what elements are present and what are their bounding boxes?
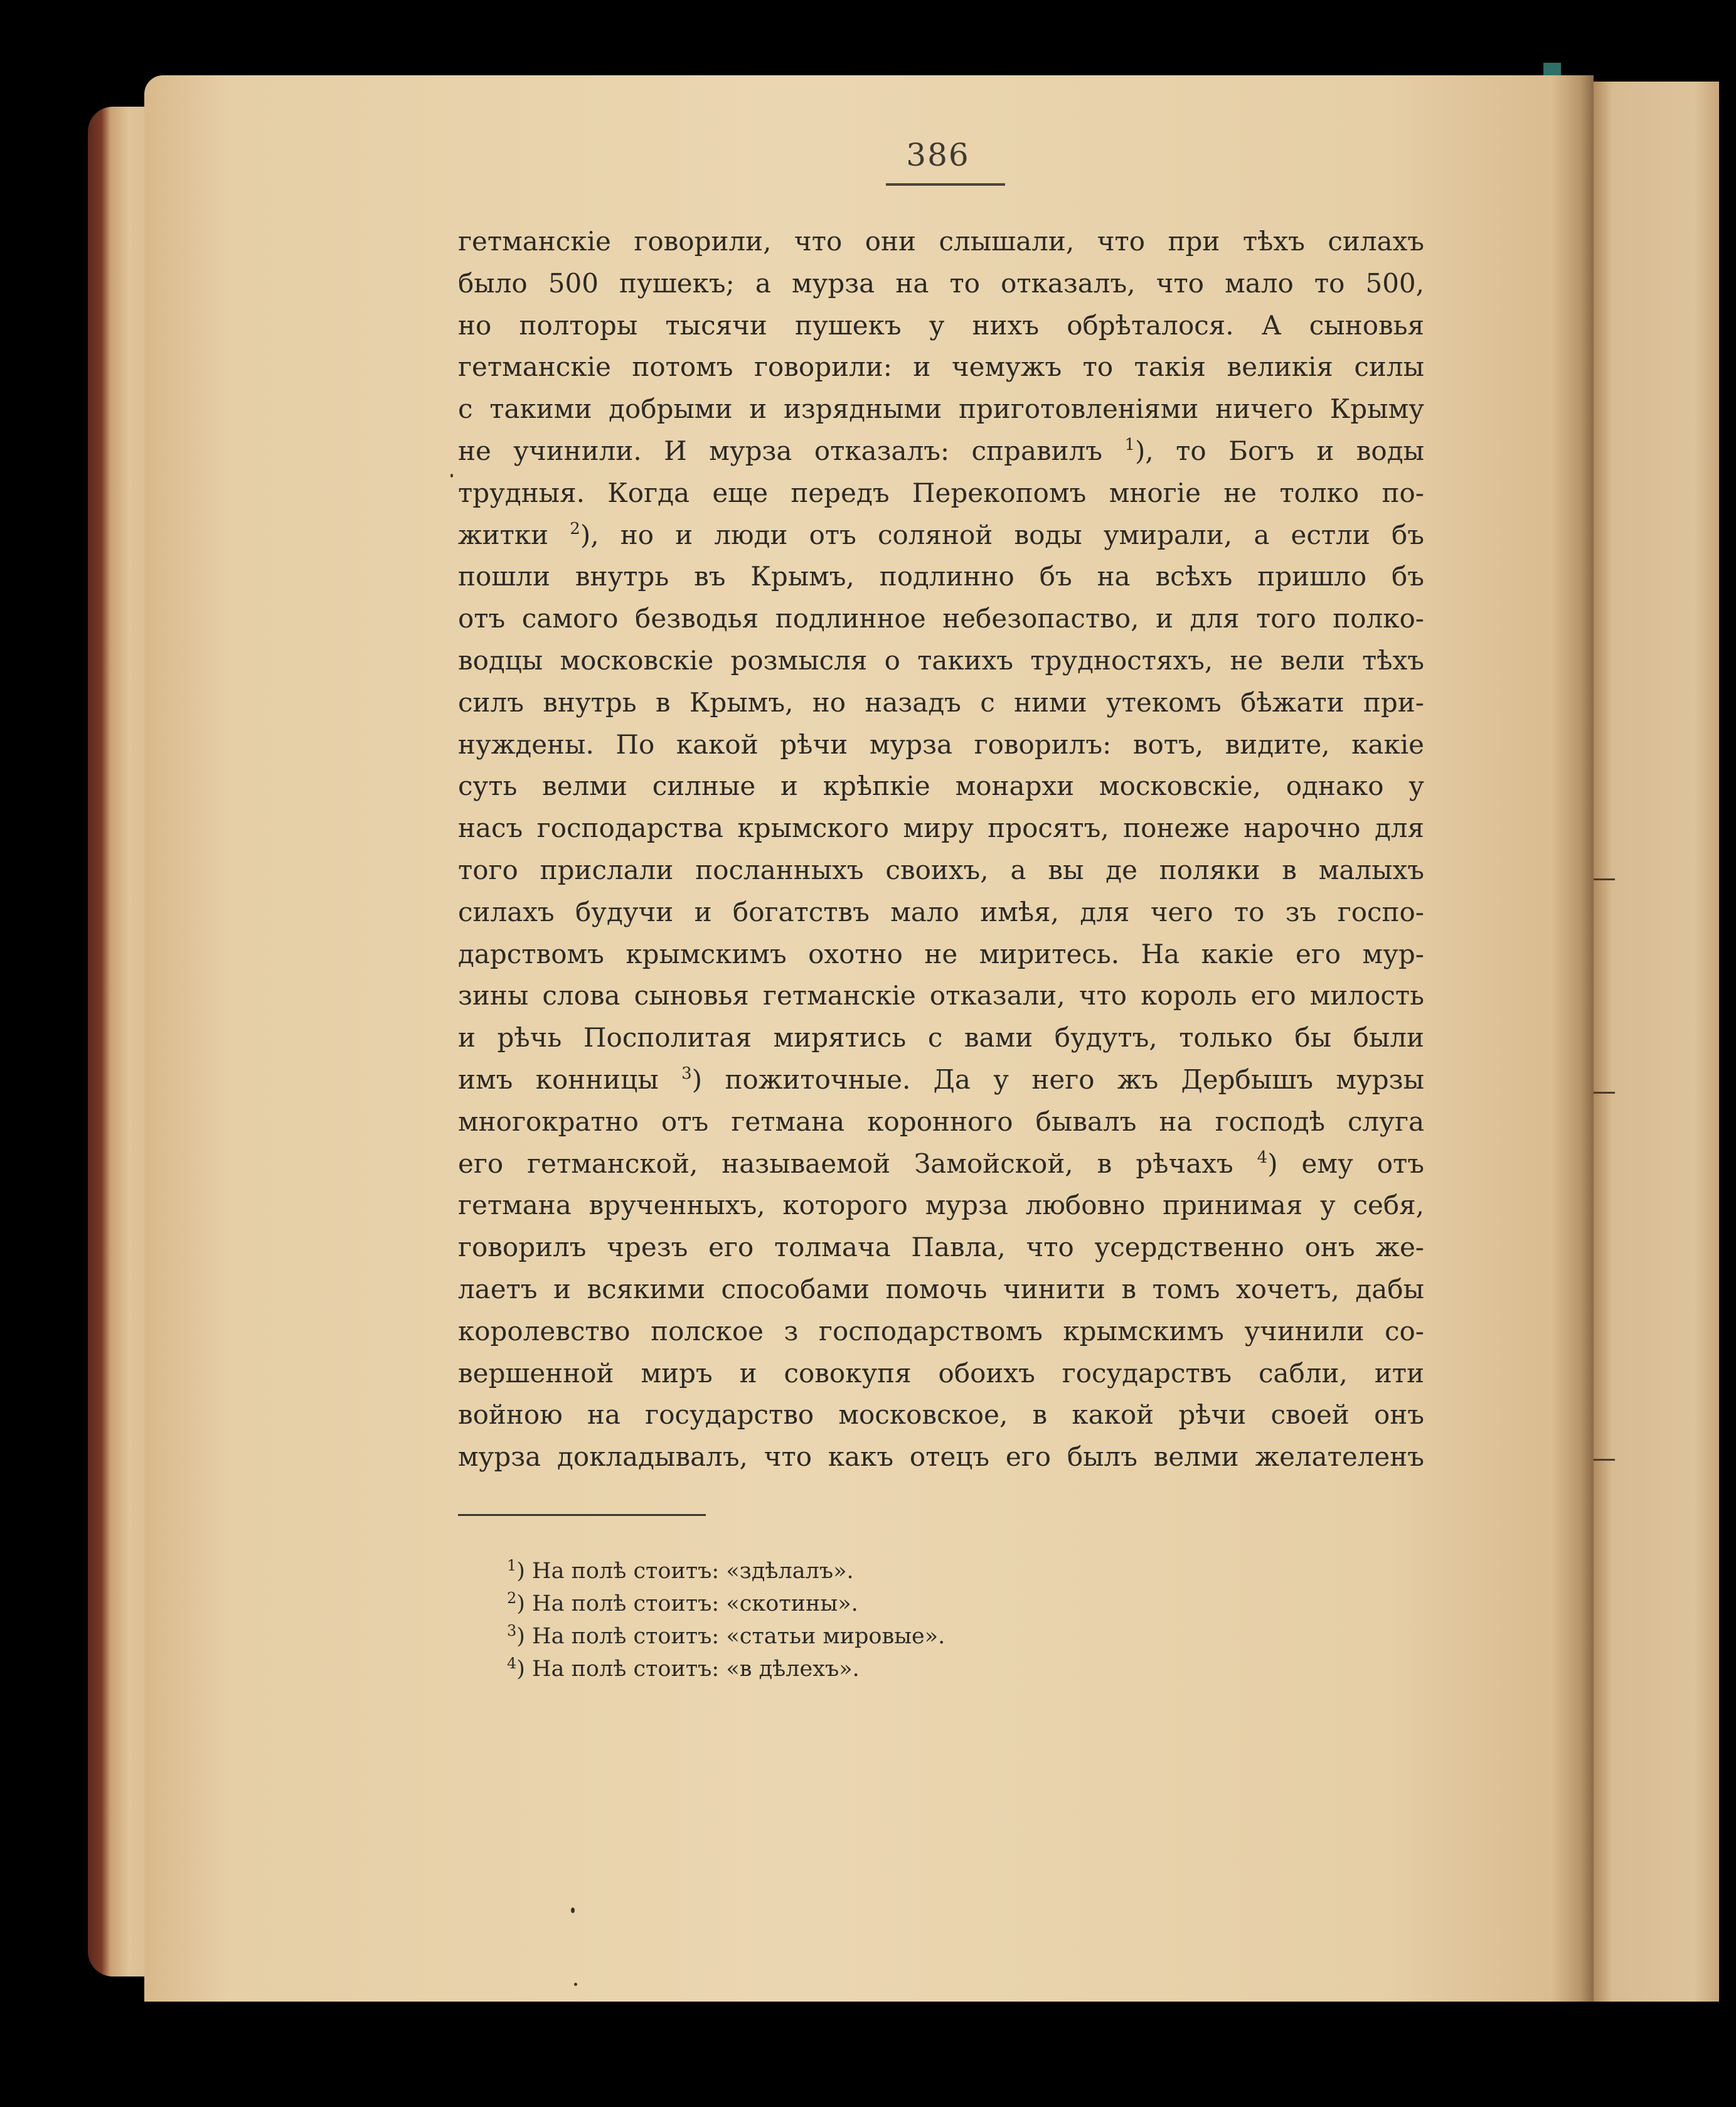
text-line-content: лаетъ и всякими способами помочь чинити в томъ хочетъ, дабы — [458, 1273, 1424, 1304]
footnote-reference: 2 — [570, 519, 580, 538]
text-line — [458, 1227, 1424, 1269]
text-line-continuation: ), то Богъ и воды — [1135, 435, 1424, 466]
text-line-content: того прислали посланныхъ своихъ, а вы де поляки в малыхъ — [458, 854, 1424, 885]
text-line — [458, 263, 1424, 305]
text-line — [458, 892, 1424, 934]
footnote-text: ) На полѣ стоитъ: «в дѣлехъ». — [516, 1656, 860, 1682]
footnote-number: 4 — [507, 1655, 517, 1672]
text-line-content: отъ самого безводья подлинное небезопаство, и для того полко- — [458, 603, 1424, 634]
text-line-content: но полторы тысячи пушекъ у нихъ обрѣталося. А сыновья — [458, 309, 1424, 341]
page-number: 386 — [906, 137, 970, 173]
page-mark — [1594, 1092, 1615, 1094]
footnote-rule — [458, 1514, 706, 1516]
page-gutter — [1550, 75, 1594, 2002]
text-line — [458, 1311, 1424, 1353]
body-text — [458, 221, 1424, 1478]
footnote — [507, 1587, 1134, 1620]
text-line — [458, 556, 1424, 598]
text-line-content: гетманскіе потомъ говорили: и чемужъ то такія великія силы — [458, 351, 1424, 383]
text-line-content: с такими добрыми и изрядными приготовленіями ничего Крыму — [458, 393, 1424, 425]
text-line-content: дарствомъ крымскимъ охотно не миритесь. На какіе его мур- — [458, 938, 1424, 969]
text-line — [458, 1269, 1424, 1311]
text-line-continuation: ) пожиточные. Да у него жъ Дербышъ мурзы — [691, 1064, 1424, 1095]
paper-speck — [574, 1983, 577, 1986]
text-line-content: суть велми силные и крѣпкіе монархи московскіе, однако у — [458, 771, 1424, 802]
text-line-content: многократно отъ гетмана коронного бывалъ на господѣ слуга — [458, 1106, 1424, 1137]
footnote-reference: 4 — [1257, 1148, 1268, 1167]
text-line — [458, 598, 1424, 640]
footnotes — [507, 1555, 1134, 1685]
footnote-text: ) На полѣ стоитъ: «статьи мировые». — [516, 1624, 945, 1649]
footnote-number: 1 — [507, 1557, 517, 1574]
footnote — [507, 1620, 1134, 1653]
text-line-content: водцы московскіе розмысля о такихъ трудностяхъ, не вели тѣхъ — [458, 644, 1424, 676]
text-line — [458, 1059, 1424, 1101]
text-line — [458, 1143, 1424, 1185]
text-line — [458, 1436, 1424, 1478]
footnote-number: 2 — [507, 1589, 517, 1607]
page-mark — [1594, 878, 1615, 880]
text-line — [458, 682, 1424, 724]
text-line-content: силахъ будучи и богатствъ мало имѣя, для чего то зъ госпо- — [458, 896, 1424, 927]
text-line-content: его гетманской, называемой Замойской, в рѣчахъ — [458, 1148, 1233, 1179]
text-line — [458, 765, 1424, 808]
text-line — [458, 1353, 1424, 1395]
text-line — [458, 515, 1424, 557]
text-line — [458, 1017, 1424, 1059]
paper-speck — [571, 1907, 575, 1913]
text-line-content: было 500 пушекъ; а мурза на то отказалъ, что мало то 500, — [458, 267, 1424, 299]
text-line — [458, 1394, 1424, 1436]
text-line-content: войною на государство московское, в какой рѣчи своей онъ — [458, 1399, 1424, 1431]
text-line-content: мурза докладывалъ, что какъ отецъ его былъ велми желателенъ — [458, 1441, 1424, 1473]
text-line-content: и рѣчь Посполитая мирятись с вами будутъ, только бы были — [458, 1022, 1424, 1054]
text-line — [458, 975, 1424, 1017]
text-line — [458, 1101, 1424, 1143]
footnote — [507, 1653, 1134, 1685]
footnote-text: ) На полѣ стоитъ: «здѣлалъ». — [516, 1559, 854, 1584]
text-line-content: гетмана врученныхъ, которого мурза любовно принимая у себя, — [458, 1190, 1424, 1221]
text-line-content: имъ конницы — [458, 1064, 659, 1095]
text-line-content: говорилъ чрезъ его толмача Павла, что усердственно онъ же- — [458, 1232, 1424, 1263]
text-line-continuation: ) ему отъ — [1267, 1148, 1424, 1179]
text-line — [458, 640, 1424, 682]
page-mark — [1594, 1459, 1615, 1461]
text-line-content: зины слова сыновья гетманскіе отказали, что король его милость — [458, 980, 1424, 1011]
text-line-content: вершенной миръ и совокупя обоихъ государствъ сабли, ити — [458, 1357, 1424, 1389]
text-line-content: житки — [458, 519, 549, 550]
text-line-content: насъ господарства крымского миру просятъ, понеже нарочно для — [458, 813, 1424, 844]
text-line-content: нуждены. По какой рѣчи мурза говорилъ: вотъ, видите, какіе — [458, 728, 1424, 760]
footnote — [507, 1555, 1134, 1587]
text-line — [458, 1185, 1424, 1227]
page-number-rule — [886, 183, 1005, 186]
footnote-reference: 1 — [1124, 435, 1135, 454]
text-line-content: не учинили. И мурза отказалъ: справилъ — [458, 435, 1103, 466]
text-line — [458, 472, 1424, 515]
footnote-number: 3 — [507, 1622, 517, 1640]
paper-speck — [450, 474, 453, 477]
text-line — [458, 808, 1424, 850]
text-line — [458, 850, 1424, 892]
text-line — [458, 305, 1424, 347]
text-line — [458, 346, 1424, 388]
footnote-text: ) На полѣ стоитъ: «скотины». — [516, 1591, 858, 1616]
text-line-content: гетманскіе говорили, что они слышали, что при тѣхъ силахъ — [458, 226, 1424, 257]
text-line-content: королевство полское з господарствомъ крымскимъ учинили со- — [458, 1315, 1424, 1347]
footnote-reference: 3 — [681, 1064, 692, 1083]
text-line-content: силъ внутрь в Крымъ, но назадъ с ними утекомъ бѣжати при- — [458, 686, 1424, 718]
text-line — [458, 221, 1424, 263]
text-line — [458, 724, 1424, 766]
text-line-content: пошли внутрь въ Крымъ, подлинно бъ на всѣхъ пришло бъ — [458, 561, 1424, 592]
text-line — [458, 430, 1424, 472]
text-line — [458, 934, 1424, 976]
text-line-content: трудныя. Когда еще передъ Перекопомъ многіе не толко по- — [458, 477, 1424, 508]
text-line-continuation: ), но и люди отъ соляной воды умирали, а естли бъ — [580, 519, 1424, 550]
text-line — [458, 388, 1424, 430]
facing-page — [1594, 82, 1719, 2002]
